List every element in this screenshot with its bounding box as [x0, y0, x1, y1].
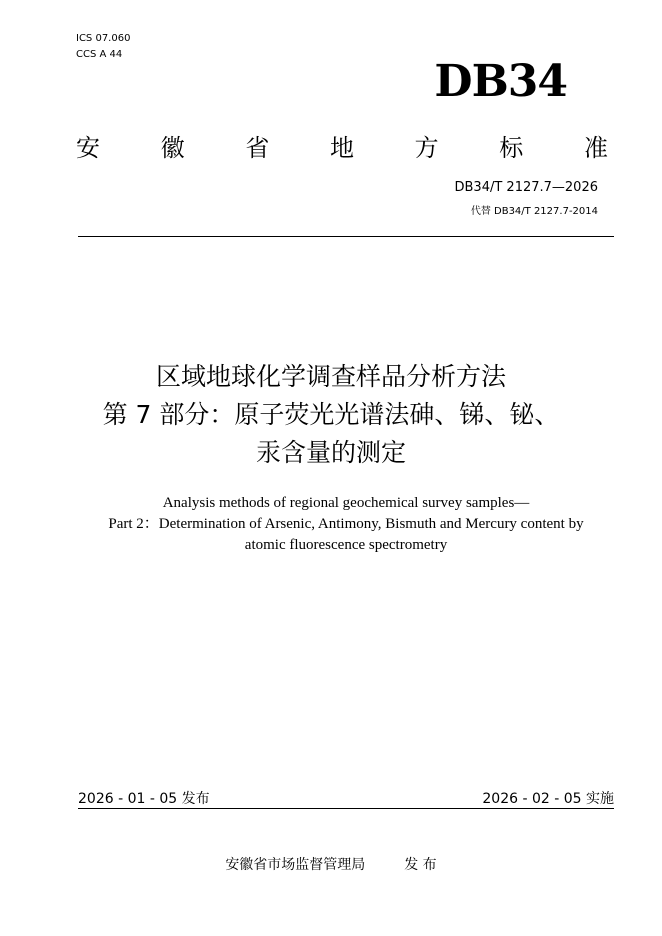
english-title-line2: Part 2：Determination of Arsenic, Antimony, Bismuth and Mercury content by	[108, 516, 584, 532]
ccs-code: CCS A 44	[76, 49, 123, 60]
chinese-title	[60, 358, 602, 472]
province-char: 地	[329, 133, 354, 162]
footer-divider	[78, 808, 614, 809]
chinese-title-line2: 第 7 部分：原子荧光光谱法砷、锑、铋、	[102, 400, 560, 429]
issuer-action: 发 布	[404, 857, 437, 873]
header-divider	[78, 236, 614, 237]
standard-number: DB34/T 2127.7—2026	[454, 180, 598, 195]
english-title-line1: Analysis methods of regional geochemical survey samples—	[162, 495, 530, 511]
province-char: 方	[414, 133, 439, 162]
issuer-line	[0, 854, 662, 874]
ics-code: ICS 07.060	[76, 33, 131, 44]
db34-logo: DB34	[434, 56, 567, 107]
replaced-standard: 代替 DB34/T 2127.7-2014	[470, 206, 598, 217]
chinese-title-line1: 区域地球化学调查样品分析方法	[155, 362, 506, 391]
province-standard-heading	[76, 128, 608, 162]
province-char: 安	[76, 133, 100, 162]
implementation-date: 2026 - 02 - 05 实施	[482, 791, 614, 807]
issuer-name: 安徽省市场监督管理局	[225, 857, 366, 873]
chinese-title-line3: 汞含量的测定	[255, 438, 406, 467]
english-title-line3: atomic fluorescence spectrometry	[244, 537, 448, 553]
province-char: 准	[583, 133, 608, 162]
issue-date: 2026 - 01 - 05 发布	[78, 791, 210, 807]
province-char: 徽	[160, 133, 185, 162]
province-char: 省	[245, 133, 270, 162]
province-char: 标	[499, 133, 524, 162]
english-title	[80, 493, 612, 556]
